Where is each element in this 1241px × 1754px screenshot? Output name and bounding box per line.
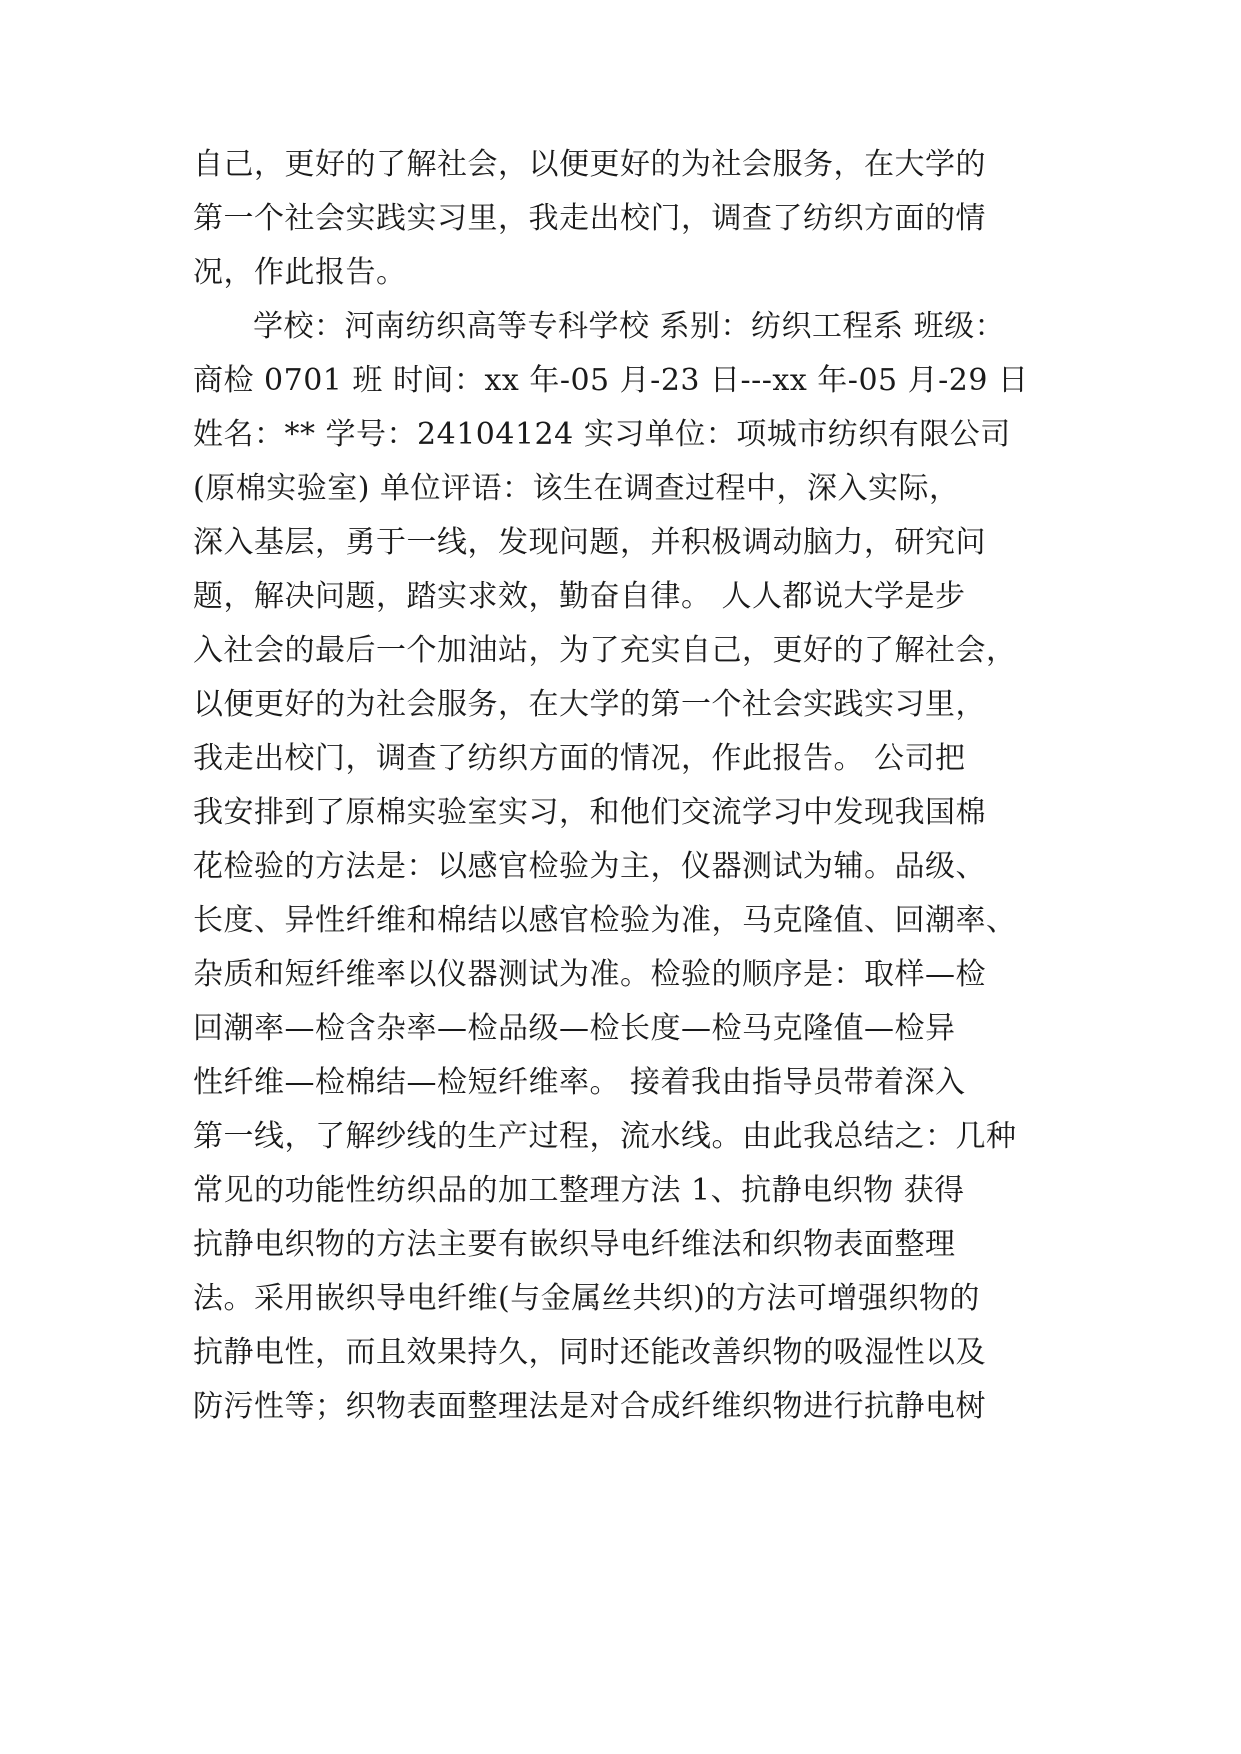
text-line-6: 姓名：** 学号：24104124 实习单位：项城市纺织有限公司	[193, 417, 1011, 452]
text-line-24: 防污性等；织物表面整理法是对合成纤维织物进行抗静电树	[193, 1389, 986, 1424]
text-line-7: (原棉实验室) 单位评语：该生在调查过程中，深入实际，	[193, 471, 960, 506]
text-line-3: 况，作此报告。	[193, 255, 407, 290]
text-line-16: 杂质和短纤维率以仪器测试为准。检验的顺序是：取样—检	[193, 957, 986, 992]
text-line-2: 第一个社会实践实习里，我走出校门，调查了纺织方面的情	[193, 201, 986, 236]
text-line-13: 我安排到了原棉实验室实习，和他们交流学习中发现我国棉	[193, 795, 986, 830]
text-line-12: 我走出校门，调查了纺织方面的情况，作此报告。 公司把	[193, 741, 966, 776]
text-line-19: 第一线，了解纱线的生产过程，流水线。由此我总结之：几种	[193, 1119, 1017, 1154]
text-line-5: 商检 0701 班 时间：xx 年-05 月-23 日---xx 年-05 月-29 日	[193, 363, 1029, 398]
text-line-18: 性纤维—检棉结—检短纤维率。 接着我由指导员带着深入	[193, 1065, 966, 1100]
text-line-20: 常见的功能性纺织品的加工整理方法 1、抗静电织物 获得	[193, 1173, 965, 1208]
text-line-23: 抗静电性，而且效果持久，同时还能改善织物的吸湿性以及	[193, 1335, 986, 1370]
text-line-1: 自己，更好的了解社会，以便更好的为社会服务，在大学的	[193, 147, 986, 182]
text-line-10: 入社会的最后一个加油站，为了充实自己，更好的了解社会，	[193, 633, 1017, 668]
text-line-11: 以便更好的为社会服务，在大学的第一个社会实践实习里，	[193, 687, 986, 722]
text-line-14: 花检验的方法是：以感官检验为主，仪器测试为辅。品级、	[193, 849, 986, 884]
text-line-22: 法。采用嵌织导电纤维(与金属丝共织)的方法可增强织物的	[193, 1281, 980, 1316]
text-line-21: 抗静电织物的方法主要有嵌织导电纤维法和织物表面整理	[193, 1227, 956, 1262]
text-line-9: 题，解决问题，踏实求效，勤奋自律。 人人都说大学是步	[193, 579, 966, 614]
text-line-15: 长度、异性纤维和棉结以感官检验为准，马克隆值、回潮率、	[193, 903, 1017, 938]
text-line-17: 回潮率—检含杂率—检品级—检长度—检马克隆值—检异	[193, 1011, 956, 1046]
text-line-4: 学校：河南纺织高等专科学校 系别：纺织工程系 班级：	[253, 309, 1006, 344]
text-line-8: 深入基层，勇于一线，发现问题，并积极调动脑力，研究问	[193, 525, 986, 560]
